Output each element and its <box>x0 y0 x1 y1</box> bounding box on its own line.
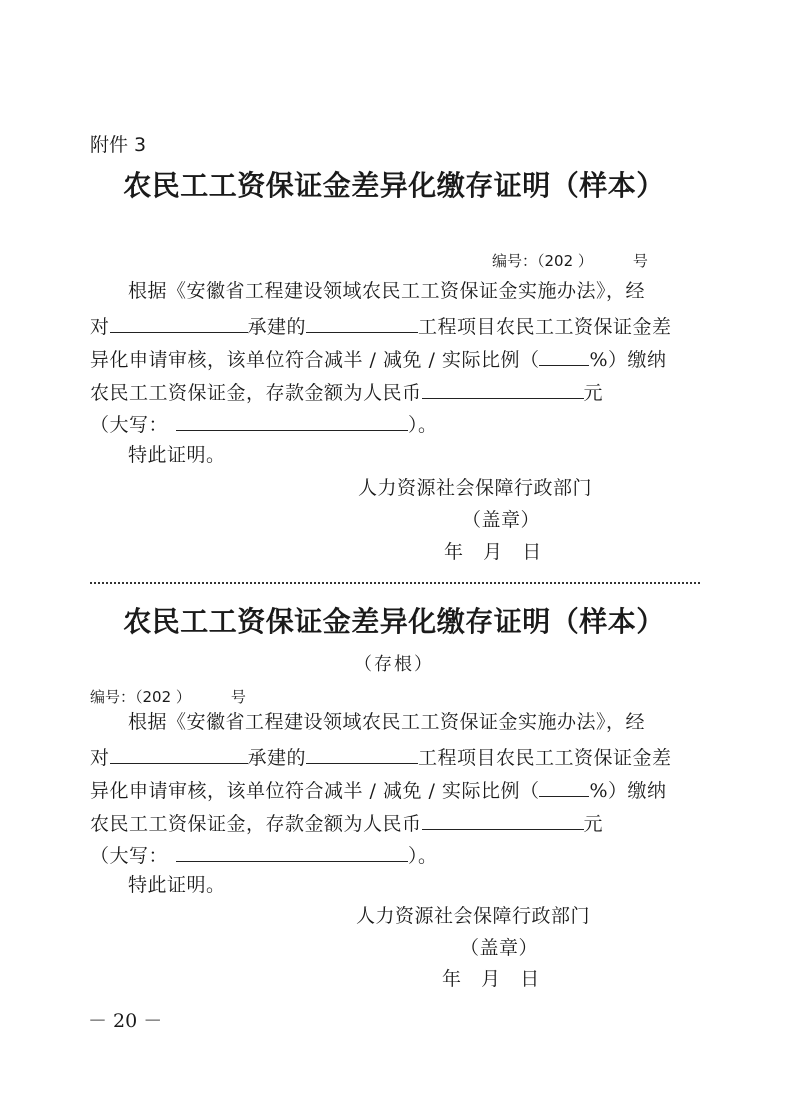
stub-title: 农民工工资保证金差异化缴存证明（样本） <box>123 605 665 638</box>
body-text: 对 <box>90 316 110 338</box>
amount-blank <box>422 812 584 830</box>
body-text: 承建的 <box>247 316 307 338</box>
body-text: ）。 <box>408 845 438 867</box>
amount-words-blank <box>176 413 408 431</box>
body-text: 农民工工资保证金，存款金额为人民币 <box>90 382 422 404</box>
stub-issuer: 人力资源社会保障行政部门 <box>356 905 591 927</box>
cut-line-divider <box>90 582 700 584</box>
stub-body-line-4 <box>90 812 603 834</box>
number-suffix: 号 <box>632 252 648 270</box>
stub-date-line: 年 月 日 <box>442 968 540 990</box>
body-line-6: 特此证明。 <box>128 444 226 466</box>
body-text: 元 <box>583 813 604 835</box>
body-text: %）缴纳 <box>589 349 667 371</box>
stub-seal-note: （盖章） <box>460 937 539 959</box>
body-text: 工程项目农民工工资保证金差 <box>418 747 672 769</box>
number-suffix: 号 <box>230 688 246 706</box>
body-line-5 <box>90 413 438 435</box>
stub-body-line-6: 特此证明。 <box>128 874 226 896</box>
stub-number <box>90 686 246 707</box>
contractor-blank <box>110 746 248 764</box>
project-blank <box>306 746 418 764</box>
body-text: 农民工工资保证金，存款金额为人民币 <box>90 813 422 835</box>
amount-words-blank <box>176 844 408 862</box>
body-text: 元 <box>583 382 604 404</box>
body-text: 异化申请审核，该单位符合减半 / 减免 / 实际比例（ <box>90 780 540 802</box>
body-text: （大写： <box>90 845 169 867</box>
ratio-blank <box>539 779 589 797</box>
contractor-blank <box>110 315 248 333</box>
body-text: 承建的 <box>247 747 307 769</box>
stub-subtitle: （存根） <box>354 654 434 675</box>
body-line-4 <box>90 381 603 403</box>
body-text: 对 <box>90 747 110 769</box>
body-text: 异化申请审核，该单位符合减半 / 减免 / 实际比例（ <box>90 349 540 371</box>
body-line-2 <box>90 315 672 337</box>
date-line: 年 月 日 <box>444 541 542 563</box>
stub-body-line-2 <box>90 746 672 768</box>
seal-note: （盖章） <box>462 509 541 531</box>
body-text: 工程项目农民工工资保证金差 <box>418 316 672 338</box>
amount-blank <box>422 381 584 399</box>
number-prefix: 编号：（202 ） <box>90 688 191 706</box>
body-text: ）。 <box>408 414 438 436</box>
project-blank <box>306 315 418 333</box>
number-prefix: 编号：（202 ） <box>492 252 593 270</box>
stub-body-line-1: 根据《安徽省工程建设领域农民工工资保证金实施办法》，经 <box>128 711 646 733</box>
page-number: － 20 － <box>88 1010 163 1032</box>
certificate-number <box>492 250 648 271</box>
stub-body-line-5 <box>90 844 438 866</box>
ratio-blank <box>539 348 589 366</box>
stub-body-line-3 <box>90 779 667 801</box>
issuer: 人力资源社会保障行政部门 <box>358 477 593 499</box>
body-line-1: 根据《安徽省工程建设领域农民工工资保证金实施办法》，经 <box>128 280 646 302</box>
body-text: （大写： <box>90 414 169 436</box>
attachment-label: 附件 3 <box>90 134 147 156</box>
body-line-3 <box>90 348 667 370</box>
certificate-title: 农民工工资保证金差异化缴存证明（样本） <box>123 169 665 202</box>
body-text: %）缴纳 <box>589 780 667 802</box>
